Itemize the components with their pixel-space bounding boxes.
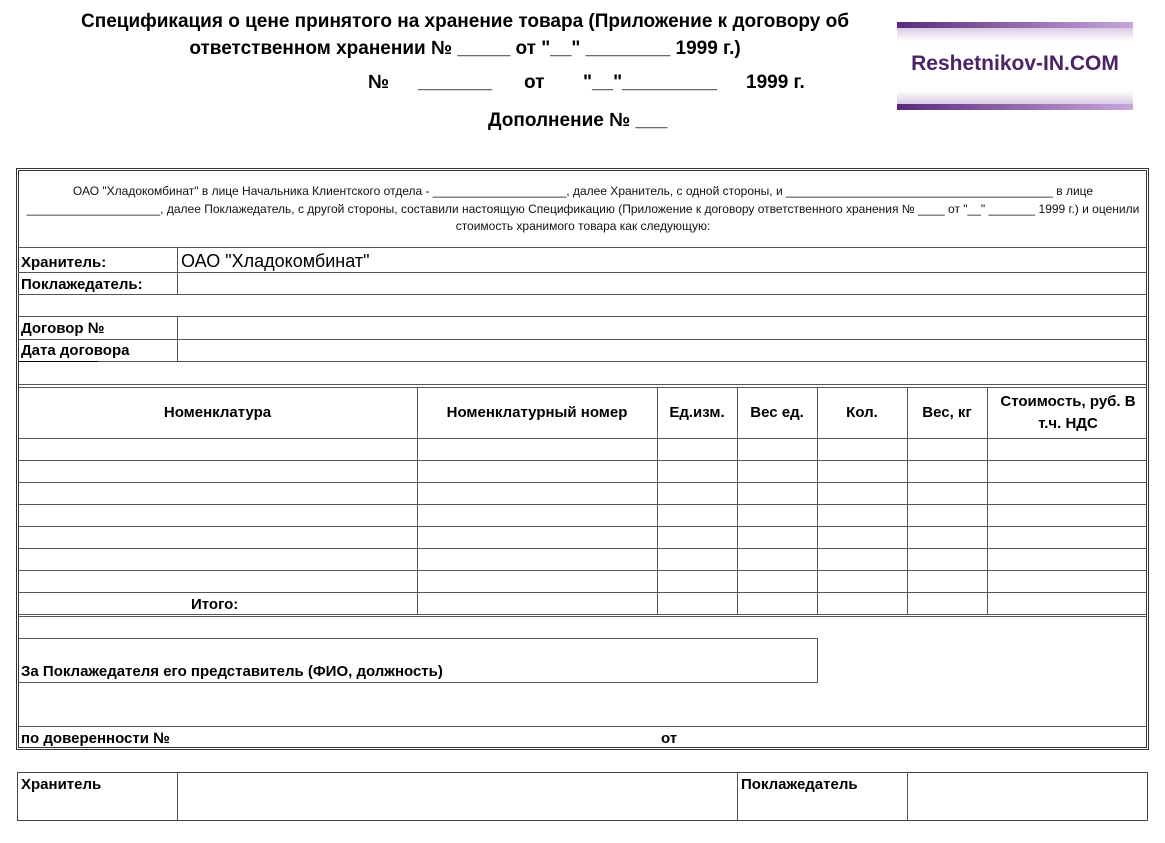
logo-text: Reshetnikov-IN.COM xyxy=(911,52,1119,75)
divider xyxy=(18,361,1147,362)
table-row-line xyxy=(18,482,1147,483)
table-row-line xyxy=(18,570,1147,571)
logo-bar-top xyxy=(897,22,1133,28)
table-row-line xyxy=(18,460,1147,461)
logo-bar-bottom xyxy=(897,104,1133,110)
document-title xyxy=(40,8,890,62)
depositor-label: Поклажедатель: xyxy=(21,276,143,293)
divider xyxy=(18,638,818,639)
contract-field[interactable] xyxy=(178,317,1146,338)
representative-label: За Поклажедателя его представитель (ФИО, должность) xyxy=(21,663,443,680)
contract-date-label: Дата договора xyxy=(21,342,130,359)
divider xyxy=(737,772,738,821)
number-label: № xyxy=(368,72,390,93)
col-header-weight: Вес, кг xyxy=(922,403,972,421)
table-bottom xyxy=(18,614,1147,615)
depositor-field[interactable] xyxy=(178,273,1146,293)
number-blank: _______ xyxy=(418,72,492,93)
col-header-unit: Ед.изм. xyxy=(669,403,725,421)
from-label: от xyxy=(524,72,545,93)
signature-depositor-label: Поклажедатель xyxy=(741,776,858,793)
keeper-value[interactable]: ОАО "Хладокомбинат" xyxy=(181,251,370,271)
table-header-bottom xyxy=(18,438,1147,439)
contract-date-field[interactable] xyxy=(178,340,1146,360)
col-header-item-number: Номенклатурный номер xyxy=(446,403,628,421)
divider xyxy=(18,616,1147,617)
proxy-label: по доверенности № xyxy=(21,730,170,747)
contract-label: Договор № xyxy=(21,320,105,337)
divider xyxy=(18,682,818,683)
divider xyxy=(817,638,818,682)
table-row-line xyxy=(18,548,1147,549)
divider xyxy=(18,361,98,362)
site-logo[interactable] xyxy=(897,22,1133,110)
signature-depositor-field[interactable] xyxy=(908,773,1146,820)
col-header-unit-weight: Вес ед. xyxy=(750,403,804,421)
divider xyxy=(18,294,1147,295)
divider xyxy=(18,384,1147,385)
divider xyxy=(18,726,1147,727)
keeper-label: Хранитель: xyxy=(21,254,107,271)
intro-paragraph: ОАО "Хладокомбинат" в лице Начальника Клиентского отдела - ____________________, далее Хранитель, с одной стороны, и ________________________________________ в лице ____________________, далее Поклажедатель, с другой стороны, составили настоящую Спецификацию (Приложение к договору ответственного хранения № ____ от "__" _______ 1999 г.) и оценили стоимость хранимого товара как следующую: xyxy=(26,184,1140,233)
date-blank: "__"_________ xyxy=(583,72,718,93)
table-row-line xyxy=(18,592,1147,593)
title-line-2: ответственном хранении № _____ от "__" ________ 1999 г.) xyxy=(189,38,741,59)
title-line-1: Спецификация о цене принятого на хранение товара (Приложение к договору об xyxy=(81,11,849,32)
year-label: 1999 г. xyxy=(746,72,805,93)
total-label: Итого: xyxy=(191,596,239,613)
table-row-line xyxy=(18,504,1147,505)
proxy-date-label: от xyxy=(661,730,678,747)
addendum-title: Дополнение № ___ xyxy=(488,110,668,131)
table-col-line xyxy=(987,387,988,614)
col-header-nomenclature: Номенклатура xyxy=(163,403,272,421)
col-header-cost: Стоимость, руб. В т.ч. НДС xyxy=(1000,392,1136,432)
signature-keeper-field[interactable] xyxy=(178,773,736,820)
table-row-line xyxy=(18,526,1147,527)
col-header-quantity: Кол. xyxy=(846,403,878,421)
signature-keeper-label: Хранитель xyxy=(21,776,102,793)
divider xyxy=(18,247,1147,248)
